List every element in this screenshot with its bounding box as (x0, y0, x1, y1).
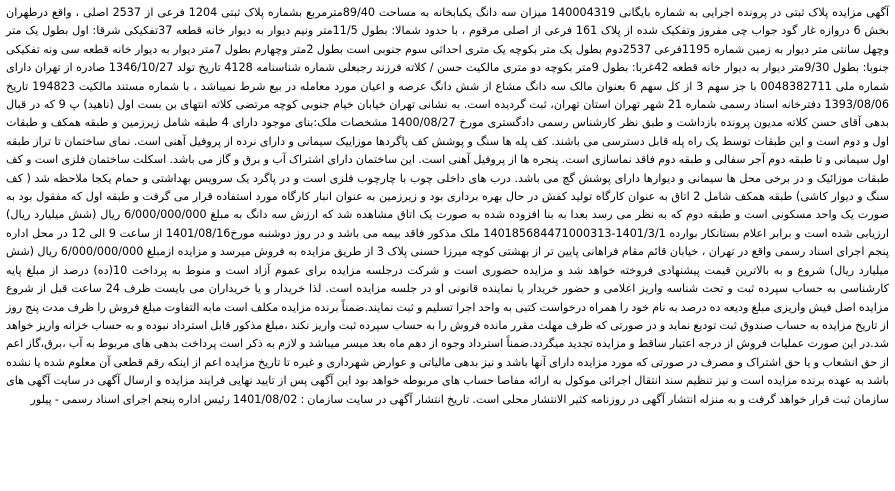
notice-text: آگهی مزایده پلاک ثبتی در پرونده اجرایی به شماره بایگانی 140004319 میزان سه دانگ یکبابخانه به مساحت 89/40مترمربع بشماره پلاک ثبتی 1204 فرعی از 2537 اصلی ، واقع درطهران بخش 6 دروازه غار گود جواب چی مفروز وتفکیک شده از پلاک 161 فرعی از اصلی مرقوم ، با حدود شمالا: بطول 11/5متر ونیم دیوار به دیوار خانه قطعه 37تفکیکی شرقا: اول بطول یک متر وچهل سانتی متر دیوار به زمین شماره 1195فرعی 2537دوم بطول یک متر بکوچه یک متری احداثی سوم جنوبی است بطول 2متر وچهارم بطول 7متر دیوار به دیوار خانه قطعه سی ونه تفکیکی جنوبا: بطول 9/30متر دیوار به دیوار خانه قطعه 42غربا: بطول 9متر بکوچه دو متری مالکیت حسن / کلاته فرزند رجبعلی شماره شناسنامه 4128 تاریخ تولد 1346/10/27 صادره از تهران دارای شماره ملی 0048382711 با جز سهم 3 از کل سهم 6 بعنوان مالک سه دانگ مشاع از شش دانگ عرصه و اعیان مورد معامله در بیع شرط نمیباشد ، با شماره مستند مالکیت 194823 تاریخ 1393/08/06 دفترخانه اسناد رسمی شماره 21 شهر تهران استان تهران، ثبت گردیده است. به نشانی تهران خیابان خیام جنوبی کوچه مرتضی کلاته انتهای بن بست اول (ناهید) پ 9 که در قبال بدهی آقای حسن کلاته مدیون پرونده بازداشت و طبق نظر کارشناس رسمی دادگستری مورخ 1400/08/27 مشخصات ملک:بنای موجود دارای 4 طبقه شامل زیرزمین و طبقه همکف و طبقات اول و دوم است و این طبقات توسط یک راه پله قابل دسترسی می باشند. کف پله ها سنگ و پوشش کف پاگردها موزاییک سیمانی و دارای نرده از پروفیل آهنی است. نمای ساختمان تا تراز طبقه اول سیمانی و تا طبقه دوم آجر سفالی و طبقه دوم فاقد نماسازی است. پنجره ها از پروفیل آهنی است. این ساختمان دارای اشتراک آب و برق و گاز می باشد. اسکلت ساختمان فلزی است و کف طبقات موزائیک و در برخی محل ها سیمانی و دیوارها دارای پوشش گچ می باشد. درب های داخلی چوب با چارچوب فلزی است و در پاگرد یک سرویس بهداشتی و حمام یکجا ملاحظه شد ( کف سنگ و دیوار کاشی) طبقه همکف شامل 2 اتاق به عنوان کارگاه تولید کفش در حال بهره برداری بود و زیرزمین به عنوان انبار کارگاه مورد استفاده قرار می گرفت و طبقه اول که مفقول بود به صورت یک واحد مسکونی است و طبقه دوم که به نظر می رسد بعدا به بنا افزوده شده به صورت یک اتاق مشاهده شد که ارزش سه دانگ به مبلغ 6/000/000/000 ریال (شش میلیارد ریال) ارزیابی شده است و برابر اعلام بستانکار بوارده 1401/3/1-140185684471000313 ملک مذکور فاقد بیمه می باشد و در روز دوشنبه مورخ1401/08/16 از ساعت 9 الی 12 در محل اداره پنجم اجرای اسناد رسمی واقع در تهران ، خیابان قائم مقام فراهانی پایین تر از بهشتی کوچه میرزا حسنی پلاک 3 از طریق مزایده به فروش میرسد و مزایده ازمبلغ 6/000/000/000 ریال (شش میلیارد ریال) شروع و به بالاترین قیمت پیشنهادی فروخته خواهد شد و مزایده حضوری است و شرکت درجلسه مزایده برای عموم آزاد است و منوط به پرداخت 10(ده) درصد از مبلغ پایه کارشناسی به حساب سپرده ثبت و تحت شناسه واریز اعلامی و حضور خریدار یا نماینده قانونی او در جلسه مزایده است. لذا خریدار و یا خریداران می بایست ظرف 24 ساعت قبل از شروع مزایده اصل فیش واریزی مبلغ ودیعه ده درصد به نام خود را همراه درخواست کتبی به واحد اجرا تسلیم و ثبت نمایند.ضمناً برنده مزایده مکلف است مابه التفاوت مبلغ فروش را ظرف مدت پنج روز از تاریخ مزایده به حساب صندوق ثبت تودیع نماید و در صورتی که ظرف مهلت مقرر مانده فروش را به حساب سپرده ثبت واریز نکند ،مبلغ مذکور قابل استرداد نبوده و به حساب خزانه واریز خواهد شد.در این صورت عملیات فروش از درجه اعتبار ساقط و مزایده تجدید میگردد.ضمناً استرداد وجوه از دهم ماه بعد میسر میباشد و لازم به ذکر است پرداخت بدهی های مربوط به آب ،برق،گاز اعم از حق انشعاب و یا حق اشتراک و مصرف در صورتی که مورد مزایده دارای آنها باشد و نیز بدهی مالیاتی و عوارض شهرداری و غیره تا تاریخ مزایده اعم از اینکه رقم قطعی آن معلوم شده یا نشده باشد به عهده برنده مزایده است و نیز تنظیم سند انتقال اجرائی موکول به ارائه مفاصا حساب های مربوطه خواهد بود این آگهی پس از تایید نهایی فرایند مزایده و ارسال آگهی در سایت آگهی های سازمان ثبت قرار خواهد گرفت و به منزله انتشار آگهی در روزنامه کثیر الانتشار محلی است. تاریخ انتشار آگهی در سایت سازمان : 1401/08/02 رئیس اداره پنجم اجرای اسناد رسمی - پیلور (6, 6, 890, 406)
